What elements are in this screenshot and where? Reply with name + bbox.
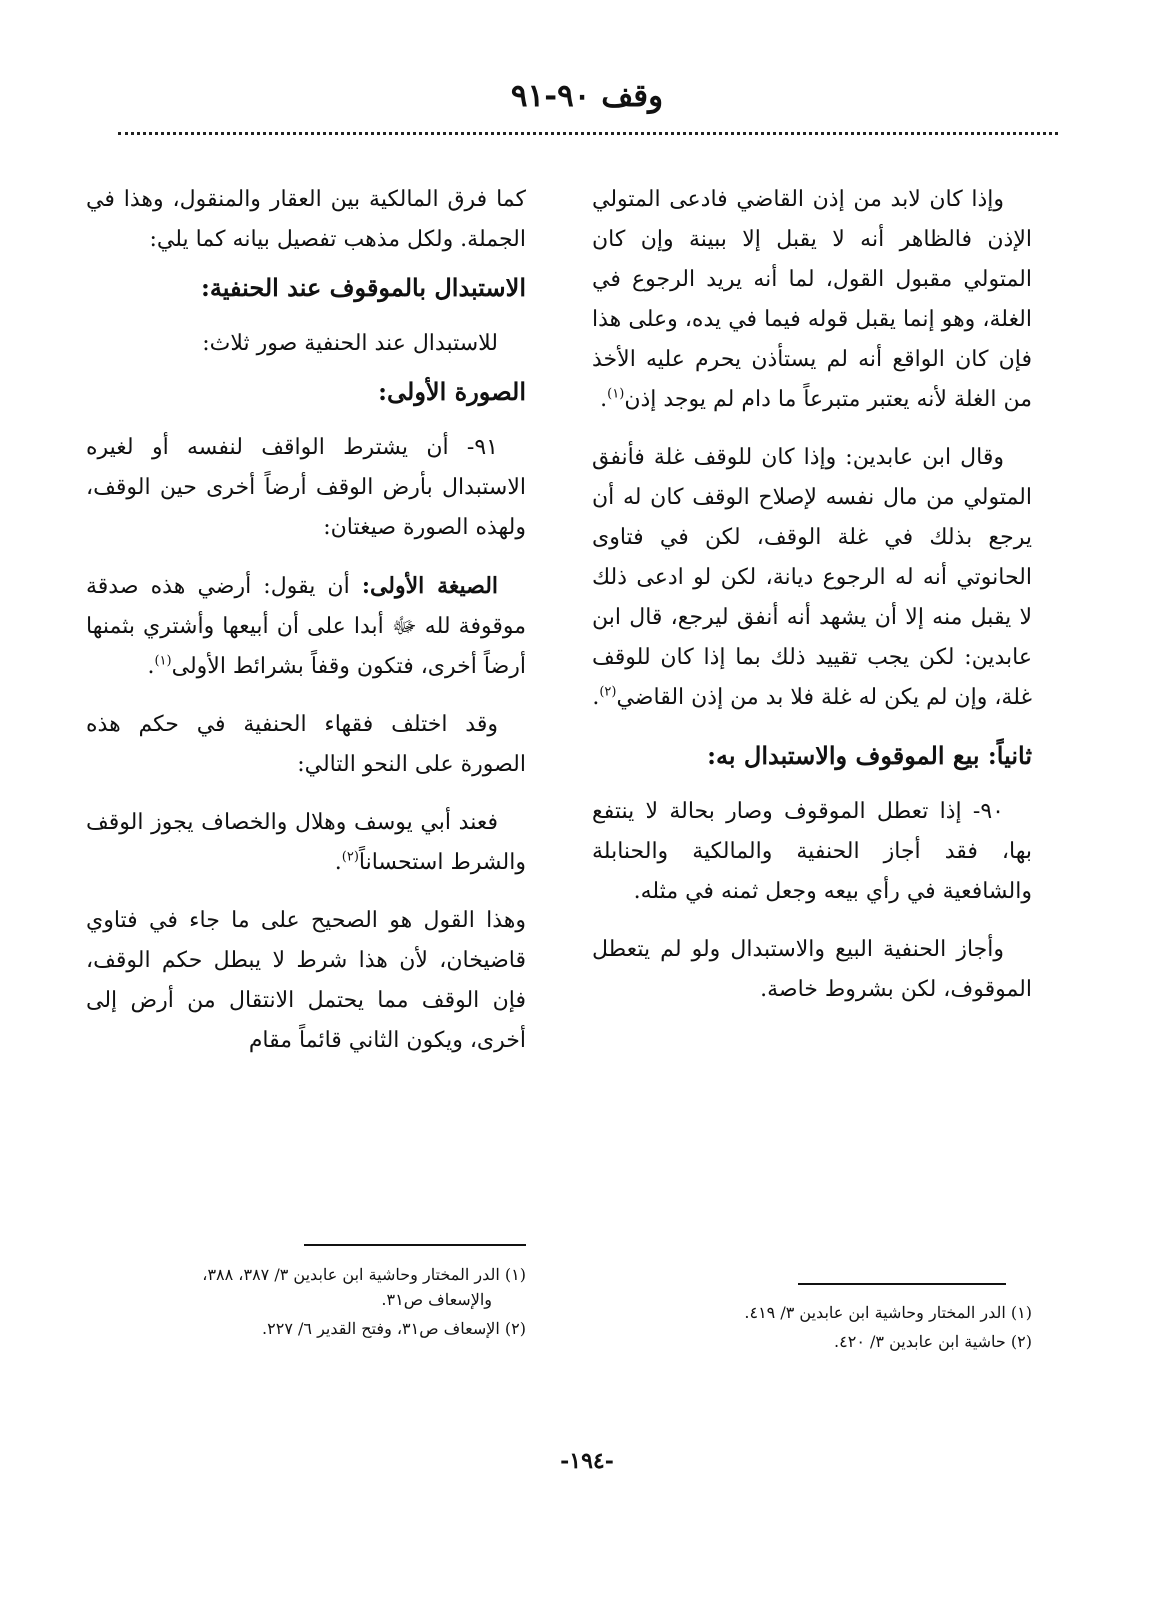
- heading-hanafi-exchange: الاستبدال بالموقوف عند الحنفية:: [200, 273, 526, 302]
- right-footnotes: [592, 1300, 1032, 1358]
- header-dotted-rule: [118, 132, 1058, 135]
- footnote-ref: (٢): [599, 684, 617, 700]
- first-formula-lead: الصيغة الأولى:: [361, 573, 499, 599]
- running-header: وقف ٩٠-٩١: [510, 78, 664, 114]
- paragraph-hanafi-permit: وأجاز الحنفية البيع والاستبدال ولو لم يتعطل الموقوف، لكن بشروط خاصة.: [592, 937, 1032, 1002]
- paragraph-maliki-distinction: كما فرق المالكية بين العقار والمنقول، وهذا في الجملة. ولكل مذهب تفصيل بيانه كما يلي:: [86, 187, 526, 252]
- footnote-1: (١) الدر المختار وحاشية ابن عابدين ٣/ ٣٨٧، ٣٨٨، والإسعاف ص٣١.: [202, 1265, 526, 1309]
- section-heading: ثانياً: بيع الموقوف والاستبدال به:: [707, 741, 1032, 770]
- paragraph-three-forms: للاستبدال عند الحنفية صور ثلاث:: [202, 331, 498, 356]
- paragraph-91: ٩١- أن يشترط الواقف لنفسه أو لغيره الاستبدال بأرض الوقف أرضاً أخرى حين الوقف، ولهذه الصورة صيغتان:: [86, 435, 526, 540]
- paragraph-abu-yusuf: فعند أبي يوسف وهلال والخصاف يجوز الوقف والشرط استحساناً$^{(٢)}$.: [86, 810, 526, 875]
- footnote-ref: (١): [607, 386, 625, 402]
- left-footnote-rule: [304, 1244, 526, 1246]
- paragraph-judge-permission: وإذا كان لابد من إذن القاضي فادعى المتولي الإذن فالظاهر أنه لا يقبل إلا ببينة وإن كان المتولي مقبول القول، لما أنه يريد الرجوع في الغلة، وهو إنما يقبل قوله فيما في يده، وعلى هذا فإن كان الواقع أنه لم يستأذن يحرم عليه الأخذ من الغلة لأنه يعتبر متبرعاً ما دام لم يوجد إذن$^{(١)}$.: [592, 187, 1032, 412]
- heading-first-form: الصورة الأولى:: [378, 377, 526, 406]
- footnote-1: (١) الدر المختار وحاشية ابن عابدين ٣/ ٤١٩.: [744, 1303, 1032, 1322]
- left-footnotes: [86, 1262, 526, 1345]
- paragraph-disagreement: وقد اختلف فقهاء الحنفية في حكم هذه الصورة على النحو التالي:: [86, 712, 526, 777]
- right-footnote-rule: [798, 1283, 1006, 1285]
- paragraph-ibn-abidin: وقال ابن عابدين: وإذا كان للوقف غلة فأنفق المتولي من مال نفسه لإصلاح الوقف كان له أن يرجع بذلك في غلة الوقف، لكن في فتاوى الحانوتي أنه له الرجوع ديانة، لكن لو ادعى ذلك لا يقبل منه إلا أن يشهد أنه أنفق ليرجع، قال ابن عابدين: لكن يجب تقييد ذلك بما إذا كان للوقف غلة، وإن لم يكن له غلة فلا بد من إذن القاضي$^{(٢)}$.: [592, 445, 1032, 710]
- footnote-ref: (٢): [341, 849, 359, 865]
- footnote-2: (٢) حاشية ابن عابدين ٣/ ٤٢٠.: [834, 1332, 1032, 1351]
- footnote-ref: (١): [154, 653, 172, 669]
- page-number: -١٩٤-: [560, 1448, 614, 1474]
- paragraph-first-formula: الصيغة الأولى: أن يقول: أرضي هذه صدقة موقوفة لله ﷻ أبدا على أن أبيعها وأشتري بثمنها أرضاً أخرى، فتكون وقفاً بشرائط الأولى$^{(١)}$.: [86, 573, 526, 679]
- paragraph-90: ٩٠- إذا تعطل الموقوف وصار بحالة لا ينتفع بها، فقد أجاز الحنفية والمالكية والحنابلة والشافعية في رأي بيعه وجعل ثمنه في مثله.: [592, 799, 1032, 904]
- right-column: [592, 180, 1032, 1028]
- footnote-2: (٢) الإسعاف ص٣١، وفتح القدير ٦/ ٢٢٧.: [262, 1319, 526, 1338]
- paragraph-qadikhan: وهذا القول هو الصحيح على ما جاء في فتاوي قاضيخان، لأن هذا شرط لا يبطل حكم الوقف، فإن الوقف مما يحتمل الانتقال من أرض إلى أخرى، ويكون الثاني قائماً مقام: [86, 908, 526, 1053]
- left-column: [86, 180, 526, 1079]
